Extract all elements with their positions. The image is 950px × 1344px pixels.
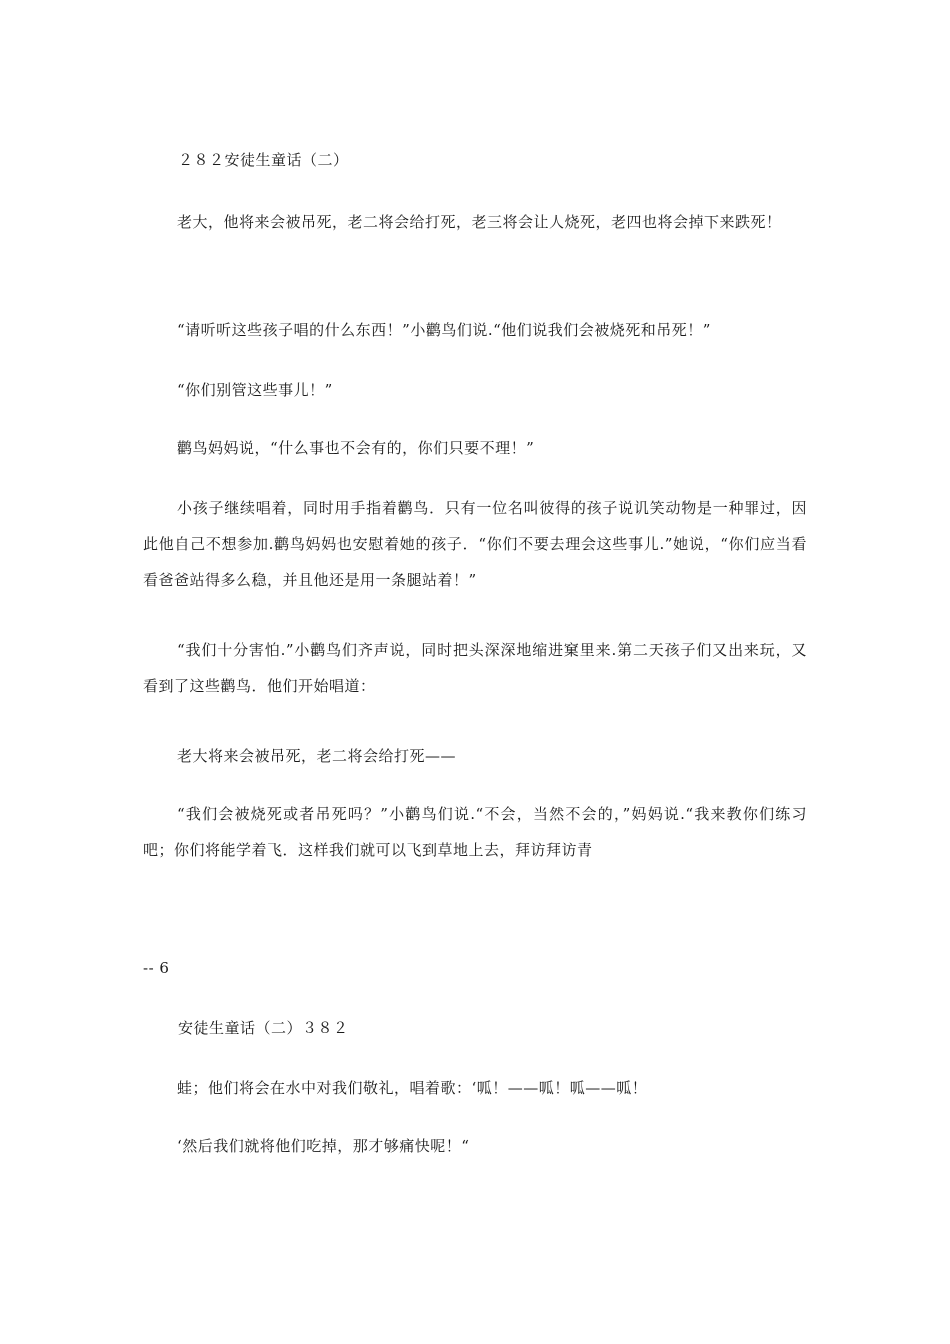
page-header-top: ２８２安徒生童话（二） [178,151,349,169]
paragraph-1: 老大，他将来会被吊死，老二将会给打死，老三将会让人烧死，老四也将会掉下来跌死！ [177,213,782,231]
paragraph-2: “请听听这些孩子唱的什么东西！”小鹳鸟们说.“他们说我们会被烧死和吊死！” [177,321,711,339]
page-header-bottom: 安徒生童话（二）３８２ [178,1019,349,1037]
paragraph-8: “我们会被烧死或者吊死吗？”小鹳鸟们说.“不会，当然不会的，”妈妈说.“我来教你们练习吧；你们将能学着飞．这样我们就可以飞到草地上去，拜访拜访青 [143,805,807,859]
page-number: -- 6 [143,959,170,977]
paragraph-10: ‘然后我们就将他们吃掉，那才够痛快呢！“ [177,1137,470,1155]
paragraph-9: 蛙；他们将会在水中对我们敬礼，唱着歌：‘呱！——呱！呱——呱！ [177,1079,648,1097]
paragraph-3: “你们别管这些事儿！” [177,381,333,399]
paragraph-7: 老大将来会被吊死，老二将会给打死—— [177,747,457,765]
paragraph-5: 小孩子继续唱着，同时用手指着鹳鸟．只有一位名叫彼得的孩子说讥笑动物是一种罪过，因此他自己不想参加.鹳鸟妈妈也安慰着她的孩子．“你们不要去理会这些事儿.”她说，“你们应当看看爸爸站得多么稳，并且他还是用一条腿站着！” [143,499,807,589]
paragraph-4: 鹳鸟妈妈说，“什么事也不会有的，你们只要不理！” [177,439,535,457]
paragraph-6: “我们十分害怕.”小鹳鸟们齐声说，同时把头深深地缩进窠里来.第二天孩子们又出来玩，又看到了这些鹳鸟．他们开始唱道： [143,641,807,695]
